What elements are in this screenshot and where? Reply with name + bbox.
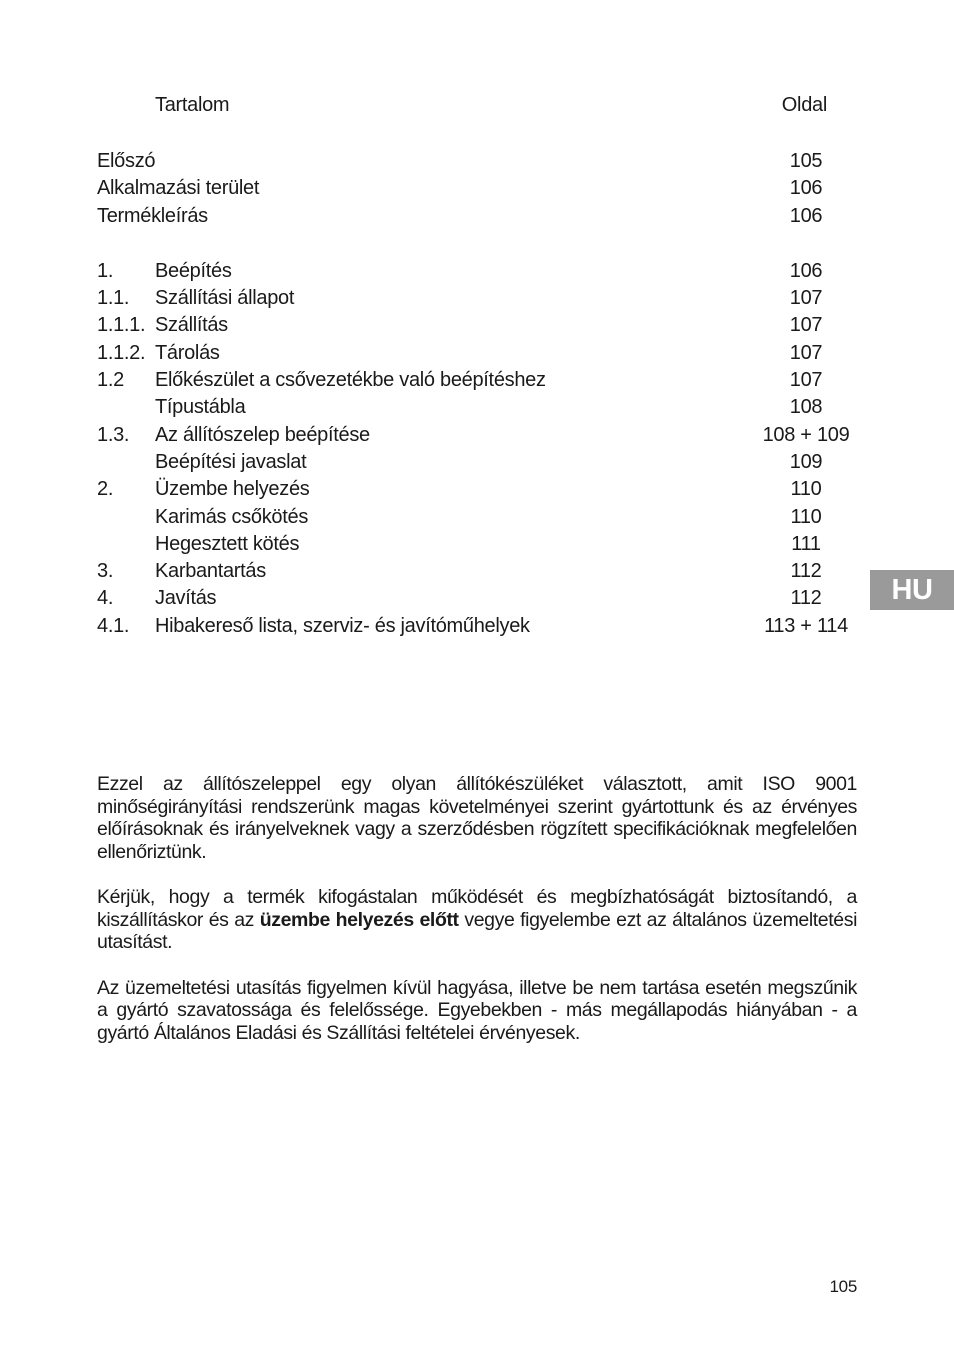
paragraph: Ezzel az állítószeleppel egy olyan állítókészüléket választott, amit ISO 9001 minőségirányítási rendszerünk magas követelményei szerint gyártottunk és az érvényes előírásoknak és irányelveknek vagy a szerződésben rögzített specifikációknak megfelelően ellenőriztünk.	[97, 773, 857, 863]
toc-entry-page: 109	[789, 450, 823, 473]
toc-entry-number: 1.3.	[97, 423, 130, 446]
toc-entry-label: Tárolás	[155, 341, 220, 364]
toc-entry-page: 107	[789, 314, 823, 337]
paragraph-bold-text: üzembe helyezés előtt	[259, 908, 459, 931]
toc-entry-page: 107	[789, 341, 823, 364]
toc-entry[interactable]	[0, 505, 954, 532]
toc-entry-label: Hegesztett kötés	[155, 532, 300, 555]
toc-page-label: Oldal	[781, 94, 827, 116]
toc-entry-page: 106	[789, 204, 823, 227]
paragraph-text: Kérjük, hogy a termék kifogástalan működését és megbízhatóságát biztosítandó, a kiszállításkor és az	[97, 886, 857, 931]
toc-entry-page: 110	[790, 505, 822, 528]
toc-entry-label: Típustábla	[155, 396, 246, 419]
toc-entry-number: 1.1.	[97, 287, 130, 310]
toc-entry[interactable]	[0, 450, 954, 477]
toc-entry-page: 112	[790, 587, 822, 610]
page-number: 105	[829, 1277, 857, 1296]
toc-entry-page: 107	[789, 369, 823, 392]
toc-entry-number: 4.1.	[97, 614, 130, 637]
toc-entry-label: Az állítószelep beépítése	[155, 423, 370, 446]
toc-entry[interactable]	[0, 614, 954, 641]
toc-entry[interactable]	[0, 176, 954, 203]
toc-entry[interactable]	[0, 341, 954, 368]
toc-entry[interactable]	[0, 559, 954, 586]
toc-entry-label: Javítás	[155, 587, 217, 610]
toc-entry-label: Alkalmazási terület	[97, 177, 260, 200]
toc-entry-page: 110	[790, 478, 822, 501]
toc-entry-label: Beépítési javaslat	[155, 450, 307, 473]
toc-entry-number: 4.	[97, 587, 114, 610]
toc-entry[interactable]	[0, 149, 954, 176]
toc-entry-label: Karimás csőkötés	[155, 505, 309, 528]
toc-entry-label: Üzembe helyezés	[155, 478, 310, 501]
toc-entry[interactable]	[0, 204, 954, 231]
toc-entry[interactable]	[0, 313, 954, 340]
toc-sections-group	[0, 259, 954, 641]
toc-entry[interactable]	[0, 259, 954, 286]
toc-entry-label: Karbantartás	[155, 560, 266, 583]
toc-entry-label: Termékleírás	[97, 204, 208, 227]
toc-entry-page: 112	[790, 560, 822, 583]
paragraph-text: vegye figyelembe ezt az általános üzemeltetési utasítást.	[97, 908, 857, 953]
toc-entry[interactable]	[0, 395, 954, 422]
toc-entry-page: 108	[789, 396, 823, 419]
toc-entry-label: Szállítási állapot	[155, 287, 295, 310]
language-tab: HU	[870, 570, 954, 610]
toc-entry-page: 113 + 114	[764, 614, 848, 637]
toc-entry[interactable]	[0, 368, 954, 395]
toc-title: Tartalom	[155, 94, 230, 116]
toc-entry-number: 1.1.2.	[97, 341, 146, 364]
toc-entry-label: Szállítás	[155, 314, 228, 337]
toc-entry[interactable]	[0, 477, 954, 504]
toc-entry-page: 107	[789, 287, 823, 310]
toc-entry-number: 2.	[97, 478, 114, 501]
toc-entry-label: Beépítés	[155, 259, 232, 282]
toc-entry-label: Előszó	[97, 150, 156, 172]
toc-entry-number: 1.2	[97, 369, 124, 392]
toc-entry[interactable]	[0, 586, 954, 613]
toc-entry-number: 3.	[97, 560, 114, 583]
toc-intro-group	[0, 149, 954, 231]
toc-entry[interactable]	[0, 532, 954, 559]
toc-header	[0, 94, 954, 120]
toc-entry-page: 106	[789, 259, 823, 282]
toc-entry-page: 105	[789, 150, 823, 172]
paragraph	[97, 886, 857, 954]
toc-entry-label: Előkészület a csővezetékbe való beépítéshez	[155, 369, 546, 392]
toc-entry-page: 108 + 109	[762, 423, 850, 446]
toc-entry[interactable]	[0, 286, 954, 313]
toc-entry-page: 106	[789, 177, 823, 200]
intro-text	[97, 773, 857, 1067]
paragraph: Az üzemeltetési utasítás figyelmen kívül hagyása, illetve be nem tartása esetén megszűnik a gyártó szavatossága és felelőssége. Egyebekben - más megállapodás hiányában - a gyártó Általános Eladási és Szállítási feltételei érvényesek.	[97, 976, 857, 1044]
table-of-contents	[0, 149, 954, 669]
toc-entry-number: 1.1.1.	[97, 314, 146, 337]
toc-entry-number: 1.	[97, 259, 114, 282]
toc-entry-label: Hibakereső lista, szerviz- és javítóműhelyek	[155, 614, 530, 637]
toc-entry-page: 111	[791, 532, 821, 555]
toc-entry[interactable]	[0, 423, 954, 450]
